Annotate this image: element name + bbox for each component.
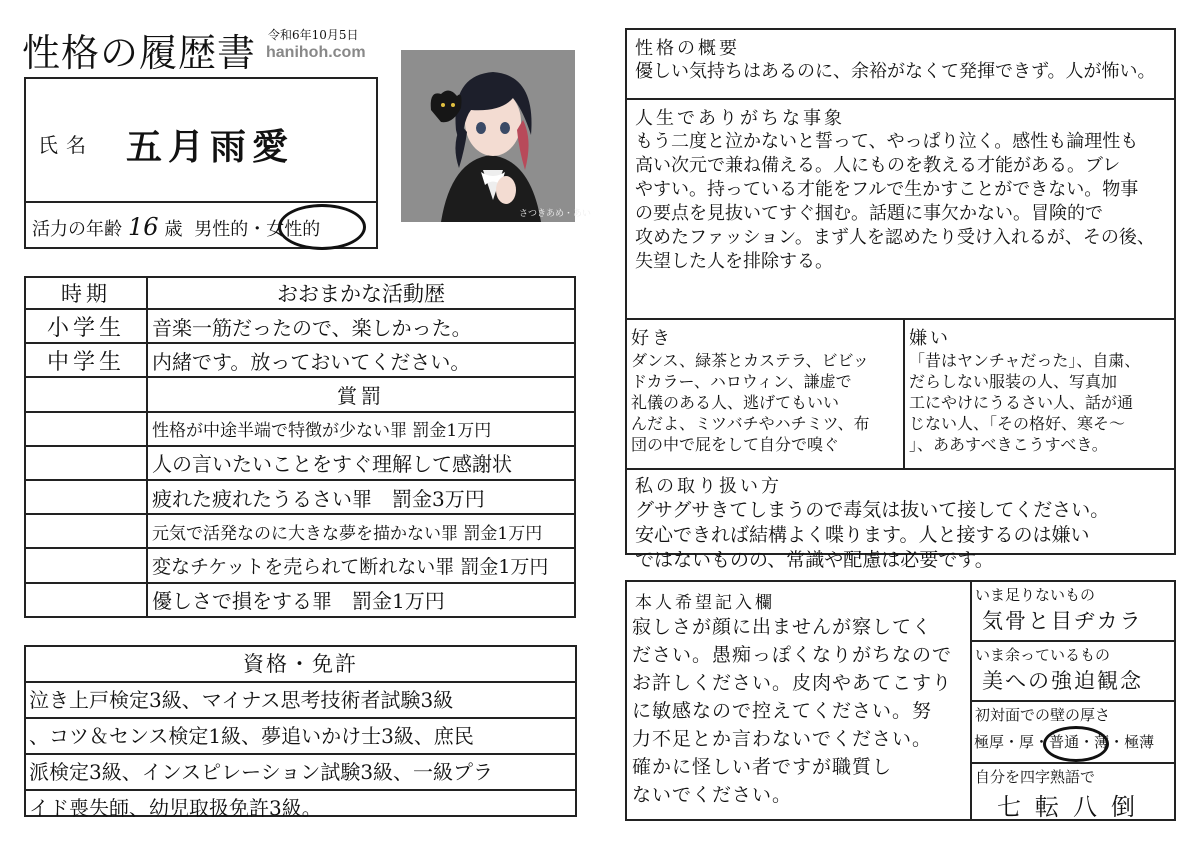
- award-cell: 元気で活発なのに大きな夢を描かない罪 罰金1万円: [147, 514, 575, 548]
- age-label: 活力の年齢: [32, 219, 122, 240]
- idiom-cell: [972, 764, 1174, 821]
- lack-answer: 気骨と目ヂカラ: [982, 609, 1143, 633]
- name-label: 氏名: [38, 133, 94, 157]
- life-section: [627, 100, 1174, 320]
- empty-cell: [25, 548, 147, 582]
- wall-selection-circle: [1043, 726, 1109, 762]
- extra-cell: [972, 642, 1174, 702]
- likes-line: 団の中で屁をして自分で嗅ぐ: [631, 435, 840, 454]
- period-header: 時期: [25, 277, 147, 309]
- table-row: [25, 514, 575, 548]
- awards-header-row: [25, 377, 575, 411]
- site-url: hanihoh.com: [266, 44, 366, 61]
- handling-section: [627, 470, 1174, 571]
- history-cell: 内緒です。放っておいてください。: [147, 343, 575, 377]
- empty-cell: [25, 377, 147, 411]
- likes-dislikes-section: [627, 320, 1174, 470]
- gender-options: 男性的・女性的: [194, 219, 321, 240]
- likes-line: ドカラー、ハロウィン、謙虚で: [631, 372, 852, 391]
- empty-cell: [25, 514, 147, 548]
- dislikes-line: じない人、「その格好、寒そ〜: [909, 414, 1126, 433]
- license-line: 泣き上戸検定3級、マイナス思考技術者試験3級: [26, 683, 575, 719]
- summary-title: 性格の概要: [635, 38, 740, 59]
- empty-cell: [25, 412, 147, 446]
- gender-selection-circle: [278, 204, 366, 250]
- wall-options: 極厚・厚・普通・薄・極薄: [972, 725, 1174, 752]
- awards-label: 賞罰: [147, 377, 575, 411]
- dislikes-line: 」、ああすべきこうすべき。: [909, 435, 1108, 454]
- life-line: の要点を見抜いてすぐ掴む。話題に事欠かない。冒険的で: [635, 203, 1103, 224]
- award-cell: 人の言いたいことをすぐ理解して感謝状: [147, 446, 575, 480]
- table-row: [25, 343, 575, 377]
- dislikes-line: 工にやけにうるさい人、話が通: [909, 393, 1134, 412]
- wall-cell: [972, 702, 1174, 764]
- personality-box: [625, 28, 1176, 571]
- life-line: 高い次元で兼ね備える。人にものを教える才能がある。ブレ: [635, 155, 1121, 176]
- summary-section: [627, 30, 1174, 100]
- table-row: [25, 548, 575, 582]
- award-cell: 変なチケットを売られて断れない罪 罰金1万円: [147, 548, 575, 582]
- lack-cell: [972, 582, 1174, 642]
- award-cell: 性格が中途半端で特徴が少ない罪 罰金1万円: [147, 412, 575, 446]
- wall-option: 厚: [1019, 733, 1035, 751]
- dislikes-line: 「昔はヤンチャだった」、自粛、: [909, 351, 1141, 370]
- wall-option: 普通: [1049, 733, 1080, 751]
- table-header-row: [25, 277, 575, 309]
- wish-line: 確かに怪しい者ですが職質し: [632, 756, 893, 778]
- likes-column: [627, 320, 905, 468]
- empty-cell: [25, 583, 147, 617]
- table-row: [25, 480, 575, 514]
- wall-option: 極厚: [974, 733, 1005, 751]
- wall-question: 初対面での壁の厚さ: [975, 706, 1111, 724]
- award-cell: 疲れた疲れたうるさい罪 罰金3万円: [147, 480, 575, 514]
- lack-question: いま足りないもの: [975, 586, 1096, 604]
- activity-table: [24, 276, 576, 618]
- license-title: 資格・免許: [26, 647, 575, 683]
- license-line: イド喪失師、幼児取扱免許3級。: [29, 796, 322, 820]
- life-line: やすい。持っている才能をフルで生かすことができない。物事: [635, 179, 1139, 200]
- dislikes-title: 嫌い: [909, 328, 951, 349]
- award-cell: 優しさで損をする罪 罰金1万円: [147, 583, 575, 617]
- life-line: もう二度と泣かないと誓って、やっぱり泣く。感性も論理性も: [635, 131, 1139, 152]
- dislikes-column: [905, 320, 1174, 468]
- history-header: おおまかな活動歴: [147, 277, 575, 309]
- summary-text: 優しい気持ちはあるのに、余裕がなくて発揮できず。人が怖い。: [635, 61, 1156, 82]
- wish-section: [627, 582, 972, 819]
- table-row: [25, 412, 575, 446]
- period-cell: 小学生: [25, 309, 147, 343]
- table-row: [25, 446, 575, 480]
- life-line: 攻めたファッション。まず人を認めたり受け入れるが、その後、: [635, 227, 1155, 248]
- page-title: 性格の履歴書: [22, 31, 257, 75]
- wish-line: ださい。愚痴っぽくなりがちなので: [632, 644, 953, 666]
- wish-line: お許しください。皮肉やあてこすり: [632, 672, 953, 694]
- date-text: 令和6年10月5日: [268, 28, 359, 42]
- wish-line: 寂しさが顔に出ませんが察してく: [632, 616, 933, 638]
- wish-line: ないでください。: [632, 784, 793, 806]
- empty-cell: [25, 446, 147, 480]
- age-value: 16: [128, 213, 159, 241]
- portrait-caption: さつきあめ・あい: [519, 209, 592, 219]
- age-unit: 歳: [164, 219, 183, 240]
- life-line: 失望した人を排除する。: [635, 251, 833, 272]
- extra-answer: 美への強迫観念: [982, 669, 1143, 693]
- portrait-image: [401, 50, 592, 222]
- handling-line: グサグサきてしまうので毒気は抜いて接してください。: [635, 499, 1110, 521]
- life-title: 人生でありがちな事象: [635, 108, 845, 129]
- wall-option: 極薄: [1124, 733, 1155, 751]
- idiom-question: 自分を四字熟語で: [975, 768, 1096, 786]
- empty-cell: [25, 480, 147, 514]
- likes-title: 好き: [631, 328, 673, 349]
- license-line: 派検定3級、インスピレーション試験3級、一級プラ: [26, 755, 575, 791]
- period-cell: 中学生: [25, 343, 147, 377]
- wish-box: [625, 580, 1176, 821]
- likes-line: ダンス、緑茶とカステラ、ビビッ: [631, 351, 869, 370]
- wish-line: 力不足とか言わないでください。: [632, 728, 933, 750]
- side-panel: [972, 582, 1174, 819]
- idiom-answer: 七転八倒: [997, 793, 1149, 821]
- name-value: 五月雨愛: [126, 126, 295, 168]
- license-box: [24, 645, 577, 820]
- portrait-illustration: [401, 50, 592, 222]
- table-row: [25, 583, 575, 617]
- table-row: [25, 309, 575, 343]
- name-box: [24, 77, 378, 249]
- license-line: 、コツ＆センス検定1級、夢追いかけ士3級、庶民: [26, 719, 575, 755]
- wall-option: 薄: [1094, 733, 1110, 751]
- likes-line: んだよ、ミツバチやハチミツ、布: [631, 414, 870, 433]
- handling-line: ではないものの、常識や配慮は必要です。: [635, 549, 994, 571]
- history-cell: 音楽一筋だったので、楽しかった。: [147, 309, 575, 343]
- handling-line: 安心できれば結構よく喋ります。人と接するのは嫌い: [635, 524, 1090, 546]
- name-row: [26, 79, 376, 203]
- likes-line: 礼儀のある人、逃げてもいい: [631, 393, 840, 412]
- extra-question: いま余っているもの: [975, 646, 1111, 664]
- wish-title: 本人希望記入欄: [635, 593, 775, 613]
- dislikes-line: だらしない服装の人、写真加: [909, 372, 1118, 391]
- handling-title: 私の取り扱い方: [635, 476, 782, 497]
- wish-line: に敏感なので控えてください。努: [632, 700, 933, 722]
